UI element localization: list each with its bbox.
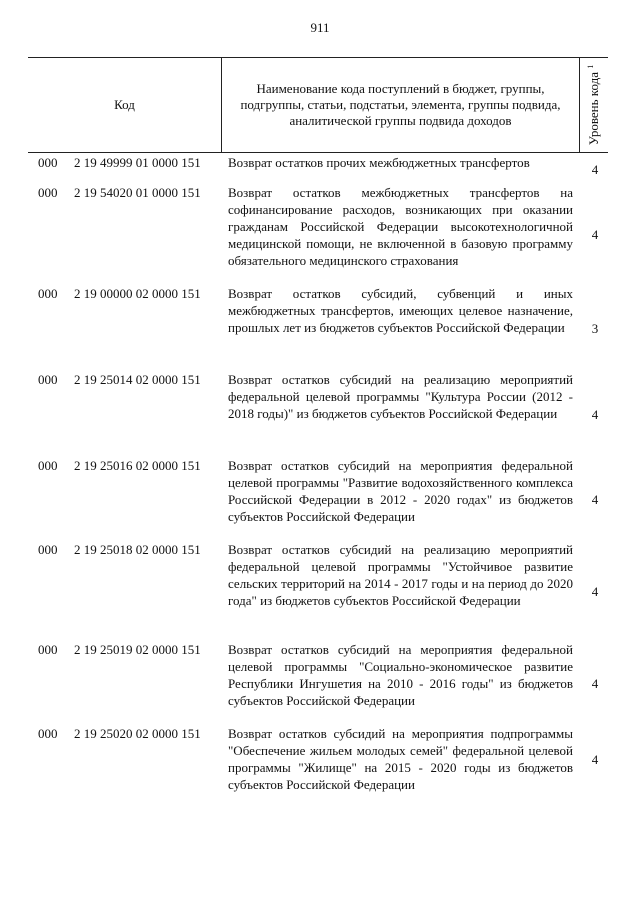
- page-number: 911: [310, 20, 330, 35]
- row-code: 2 19 25018 02 0000 151: [74, 542, 201, 557]
- row-level: 4: [591, 406, 599, 422]
- row-admin-code: 000: [38, 372, 58, 387]
- table-row: [28, 371, 608, 457]
- row-name: Возврат остатков межбюджетных трансфертов на софинансирование расходов, возникающих при оказании гражданам Российской Федерации высокотехнологичной медицинской помощи, не включенной в базовую программу обязательного медицинского страхования: [228, 185, 573, 268]
- row-name: Возврат остатков субсидий на мероприятия федеральной целевой программы "Развитие водохозяйственного комплекса Российской Федерации в 2012 - 2020 годах" из бюджетов субъектов Российской Федерации: [228, 458, 573, 524]
- table-body: [28, 154, 608, 793]
- row-admin-code: 000: [38, 286, 58, 301]
- row-admin-code: 000: [38, 726, 58, 741]
- row-admin-code: 000: [38, 542, 58, 557]
- row-admin-code: 000: [38, 458, 58, 473]
- row-level: 4: [591, 675, 599, 691]
- row-code: 2 19 25020 02 0000 151: [74, 726, 201, 741]
- table-row: [28, 457, 608, 541]
- row-level: 4: [591, 751, 599, 767]
- row-name: Возврат остатков субсидий на реализацию мероприятий федеральной целевой программы "Культура России (2012 - 2018 годы)" из бюджетов субъектов Российской Федерации: [228, 372, 573, 421]
- header-level-footnote: 1: [585, 64, 595, 69]
- header-name: Наименование кода поступлений в бюджет, группы, подгруппы, статьи, подстатьи, элемента, группы подвида, аналитической группы подвида доходов: [222, 58, 580, 152]
- row-level: 4: [591, 583, 599, 599]
- table-row: [28, 285, 608, 371]
- row-code: 2 19 49999 01 0000 151: [74, 155, 201, 170]
- row-admin-code: 000: [38, 155, 58, 170]
- row-level: 4: [591, 161, 599, 177]
- row-name: Возврат остатков субсидий, субвенций и иных межбюджетных трансфертов, имеющих целевое назначение, прошлых лет из бюджетов субъектов Российской Федерации: [228, 286, 573, 335]
- header-level: [580, 58, 608, 152]
- row-name: Возврат остатков субсидий на мероприятия подпрограммы "Обеспечение жильем молодых семей" федеральной целевой программы "Жилище" на 2015 - 2020 годы из бюджетов субъектов Российской Федерации: [228, 726, 573, 792]
- header-level-label: [586, 65, 602, 145]
- row-code: 2 19 25014 02 0000 151: [74, 372, 201, 387]
- row-level: 4: [591, 227, 599, 242]
- table-row: [28, 641, 608, 725]
- table-header: [28, 57, 608, 153]
- row-name: Возврат остатков субсидий на реализацию мероприятий федеральной целевой программы "Устойчивое развитие сельских территорий на 2014 - 2017 годы и на период до 2020 года" из бюджетов субъектов Российской Федерации: [228, 542, 573, 608]
- table-row: [28, 184, 608, 285]
- row-name: Возврат остатков субсидий на мероприятия федеральной целевой программы "Социально-экономическое развитие Республики Ингушетия на 2010 - 2016 годы" из бюджетов субъектов Российской Федерации: [228, 642, 573, 708]
- row-level: 3: [591, 320, 599, 336]
- table-row: [28, 154, 608, 184]
- row-code: 2 19 00000 02 0000 151: [74, 286, 201, 301]
- row-admin-code: 000: [38, 185, 58, 200]
- row-admin-code: 000: [38, 642, 58, 657]
- row-code: 2 19 25016 02 0000 151: [74, 458, 201, 473]
- header-level-text: Уровень кода: [586, 72, 602, 146]
- row-code: 2 19 25019 02 0000 151: [74, 642, 201, 657]
- header-code: Код: [28, 58, 222, 152]
- row-level: 4: [591, 491, 599, 507]
- table-row: [28, 541, 608, 641]
- table-row: [28, 725, 608, 793]
- row-code: 2 19 54020 01 0000 151: [74, 185, 201, 200]
- row-name: Возврат остатков прочих межбюджетных трансфертов: [228, 155, 530, 170]
